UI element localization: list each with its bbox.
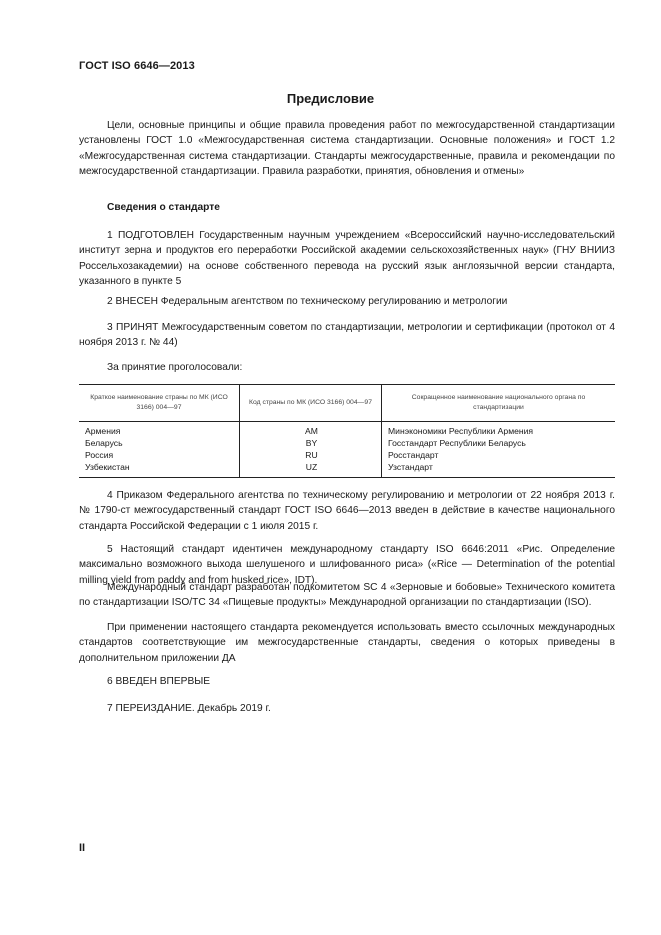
item-3-adopted: 3 ПРИНЯТ Межгосударственным советом по стандартизации, метрологии и сертификации (протокол от 4 ноября 2013 г. № 44) — [79, 322, 615, 349]
item-5-developer: Международный стандарт разработан подкомитетом SC 4 «Зерновые и бобовые» Технического комитета по стандартизации ISO/TC 34 «Пищевые продукты» Международной организации по стандартизации (ISO). — [79, 582, 615, 609]
country-name: Беларусь — [85, 438, 123, 448]
country-name: Армения — [85, 426, 121, 436]
country-code: BY — [305, 438, 318, 448]
item-2-introduced: 2 ВНЕСЕН Федеральным агентством по техническому регулированию и метрологии — [107, 296, 508, 307]
item-6-first-introduced: 6 ВВЕДЕН ВПЕРВЫЕ — [107, 676, 211, 687]
voting-countries-table — [79, 384, 615, 478]
item-5-application: При применении настоящего стандарта рекомендуется использовать вместо ссылочных международных стандартов соответствующие им межгосударственные стандарты, сведения о которых приведены в дополнительном приложении ДА — [79, 622, 615, 664]
country-code: AM — [305, 426, 318, 436]
national-body: Госстандарт Республики Беларусь — [388, 438, 526, 448]
country-name: Узбекистан — [85, 462, 130, 472]
item-1-prepared: 1 ПОДГОТОВЛЕН Государственным научным учреждением «Всероссийский научно-исследовательский институт зерна и продуктов его переработки Российской академии сельскохозяйственных наук» (ГНУ ВНИИЗ Россельхозакадемии) на основе собственного перевода на русский язык англоязычной версии стандарта, указанного в пункте 5 — [79, 230, 615, 287]
national-bodies-cell — [382, 422, 616, 478]
national-body: Узстандарт — [388, 462, 433, 472]
page-number: II — [79, 842, 86, 854]
table-header-code: Код страны по МК (ИСО 3166) 004—97 — [240, 385, 382, 422]
item-7-reissue: 7 ПЕРЕИЗДАНИЕ. Декабрь 2019 г. — [107, 703, 271, 714]
item-4-order: 4 Приказом Федерального агентства по техническому регулированию и метрологии от 22 ноября 2013 г. № 1790-ст межгосударственный стандарт ГОСТ ISO 6646—2013 введен в действие в качестве национального стандарта Российской Федерации с 1 июля 2015 г. — [79, 490, 615, 532]
country-codes-cell — [240, 422, 382, 478]
national-body: Минэкономики Республики Армения — [388, 426, 534, 436]
intro-paragraph: Цели, основные принципы и общие правила проведения работ по межгосударственной стандартизации установлены ГОСТ 1.0 «Межгосударственная система стандартизации. Основные положения» и ГОСТ 1.2 «Межгосударственная система стандартизации. Стандарты межгосударственные, правила и рекомендации по межгосударственной стандартизации. Правила разработки, принятия, обновления и отмены» — [79, 120, 615, 177]
table-header-body: Сокращенное наименование национального органа по стандартизации — [382, 385, 616, 422]
document-code-header: ГОСТ ISO 6646—2013 — [79, 60, 195, 72]
national-body: Росстандарт — [388, 450, 439, 460]
table-row — [79, 422, 615, 478]
country-names-cell — [79, 422, 240, 478]
country-code: UZ — [305, 462, 318, 472]
section-heading: Сведения о стандарте — [107, 202, 220, 213]
item-5-identical: 5 Настоящий стандарт идентичен международному стандарту ISO 6646:2011 «Рис. Определение максимально возможного выхода шелушеного и шлифованного риса» («Rice — Determination of the potential milling yield from paddy and from husked rice», IDT). — [79, 544, 615, 586]
country-code: RU — [305, 450, 318, 460]
page-title: Предисловие — [286, 91, 375, 106]
vote-label: За принятие проголосовали: — [107, 362, 243, 373]
table-header-country: Краткое наименование страны по МК (ИСО 3166) 004—97 — [79, 385, 240, 422]
country-name: Россия — [85, 450, 114, 460]
